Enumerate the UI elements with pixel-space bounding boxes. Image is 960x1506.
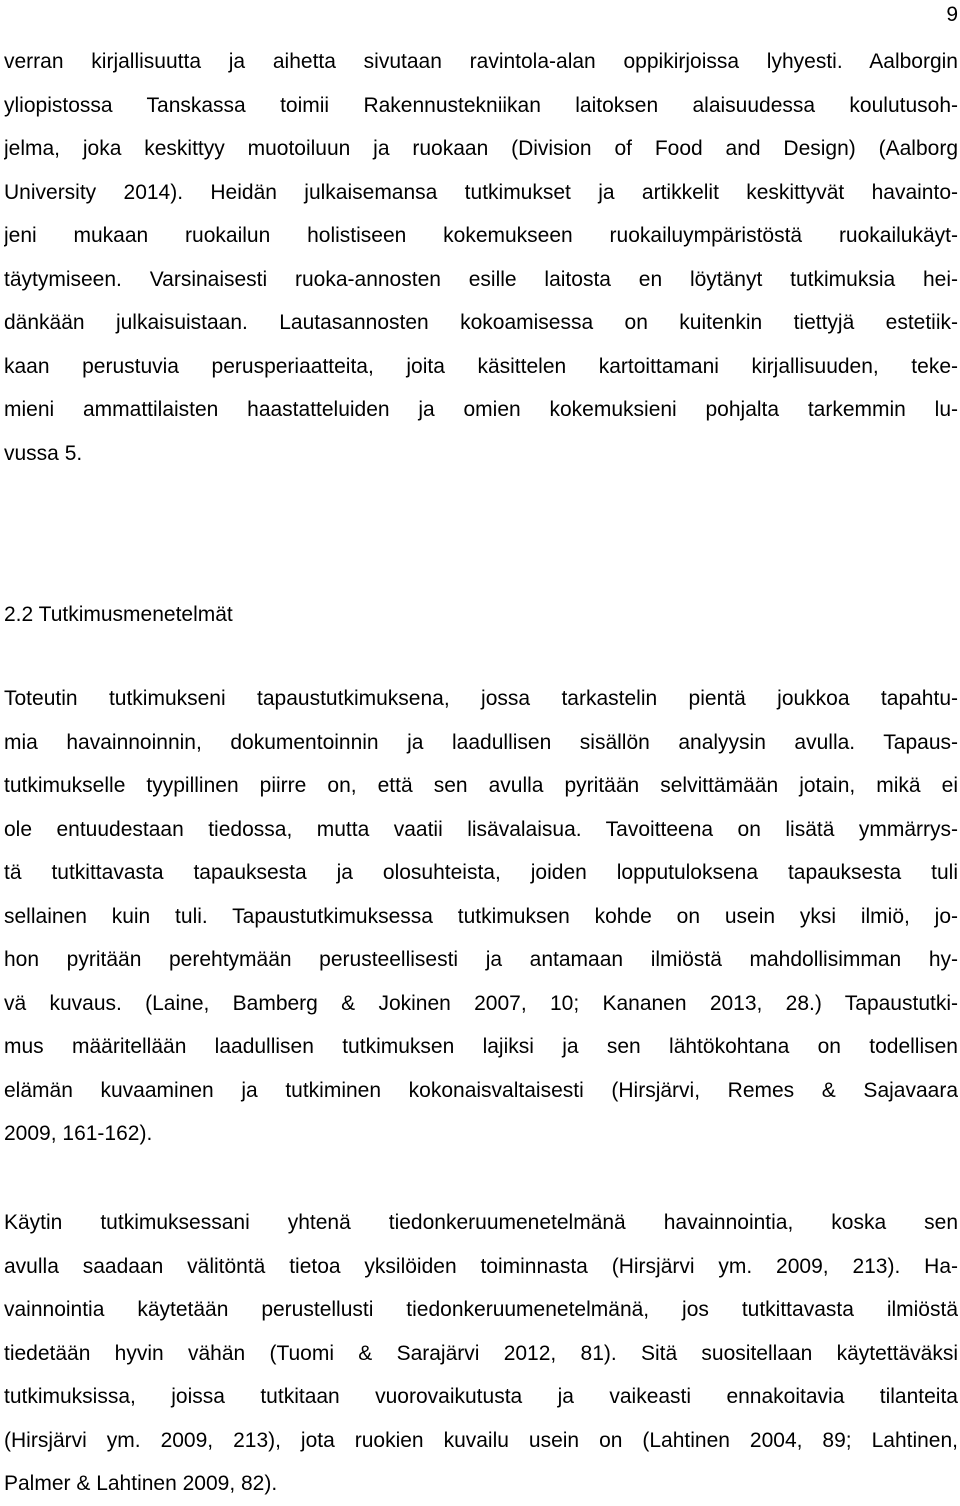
text-line: kaan perustuvia perusperiaatteita, joita käsittelen kartoittamani kirjallisuuden, teke- — [4, 354, 958, 378]
text-line: Käytin tutkimuksessani yhtenä tiedonkeruumenetelmänä havainnointia, koska sen — [4, 1211, 958, 1234]
text-line: tutkimukselle tyypillinen piirre on, että sen avulla pyritään selvittämään jotain, mikä ei — [4, 774, 958, 797]
text-line: hon pyritään perehtymään perusteellisesti ja antamaan ilmiöstä mahdollisimman hy- — [4, 948, 958, 971]
page-number: 9 — [946, 3, 958, 26]
text-line: sellainen kuin tuli. Tapaustutkimuksessa tutkimuksen kohde on usein yksi ilmiö, jo- — [4, 904, 958, 928]
text-line: Toteutin tutkimukseni tapaustutkimuksena, jossa tarkastelin pientä joukkoa tapahtu- — [4, 687, 958, 710]
section-heading: 2.2 Tutkimusmenetelmät — [4, 603, 233, 626]
text-line: vä kuvaus. (Laine, Bamberg & Jokinen 2007, 10; Kananen 2013, 28.) Tapaustutki- — [4, 991, 958, 1015]
text-line: elämän kuvaaminen ja tutkiminen kokonaisvaltaisesti (Hirsjärvi, Remes & Sajavaara — [4, 1078, 958, 1102]
text-line: (Hirsjärvi ym. 2009, 213), jota ruokien kuvailu usein on (Lahtinen 2004, 89; Lahtinen, — [4, 1428, 958, 1452]
text-line: mia havainnoinnin, dokumentoinnin ja laadullisen sisällön analyysin avulla. Tapaus- — [4, 730, 958, 754]
paragraph-methods — [4, 677, 958, 1156]
text-line: ole entuudestaan tiedossa, mutta vaatii lisävalaisua. Tavoitteena on lisätä ymmärrys- — [4, 817, 958, 841]
text-line: Palmer & Lahtinen 2009, 82). — [4, 1472, 278, 1495]
text-line: tutkimuksissa, joissa tutkitaan vuorovaikutusta ja vaikeasti ennakoitavia tilanteita — [4, 1385, 958, 1408]
text-line: dänkään julkaisuistaan. Lautasannosten kokoamisessa on kuitenkin tiettyjä estetiik- — [4, 311, 958, 334]
text-line: University 2014). Heidän julkaisemansa tutkimukset ja artikkelit keskittyvät havainto- — [4, 180, 958, 204]
text-line: täytymiseen. Varsinaisesti ruoka-annosten esille laitosta en löytänyt tutkimuksia hei- — [4, 267, 958, 291]
text-line: vainnointia käytetään perustellusti tiedonkeruumenetelmänä, jos tutkittavasta ilmiöstä — [4, 1298, 958, 1321]
paragraph-observation — [4, 1201, 958, 1506]
text-line: vussa 5. — [4, 441, 83, 465]
text-line: mieni ammattilaisten haastatteluiden ja omien kokemuksieni pohjalta tarkemmin lu- — [4, 398, 958, 421]
text-line: jelma, joka keskittyy muotoiluun ja ruokaan (Division of Food and Design) (Aalborg — [4, 137, 958, 160]
text-line: 2009, 161-162). — [4, 1122, 153, 1145]
paragraph-intro — [4, 40, 958, 475]
text-line: jeni mukaan ruokailun holistiseen kokemukseen ruokailuympäristöstä ruokailukäyt- — [4, 224, 958, 247]
text-line: mus määritellään laadullisen tutkimuksen lajiksi ja sen lähtökohtana on todellisen — [4, 1035, 958, 1058]
text-line: tä tutkittavasta tapauksesta ja olosuhteista, joiden lopputuloksena tapauksesta tuli — [4, 861, 958, 884]
text-line: avulla saadaan välitöntä tietoa yksilöiden toiminnasta (Hirsjärvi ym. 2009, 213). Ha- — [4, 1254, 958, 1278]
text-line: verran kirjallisuutta ja aihetta sivutaan ravintola-alan oppikirjoissa lyhyesti. Aalborgin — [4, 50, 958, 73]
text-line: tiedetään hyvin vähän (Tuomi & Sarajärvi 2012, 81). Sitä suositellaan käytettäväksi — [4, 1341, 958, 1365]
text-line: yliopistossa Tanskassa toimii Rakennustekniikan laitoksen alaisuudessa koulutusoh- — [4, 93, 958, 117]
